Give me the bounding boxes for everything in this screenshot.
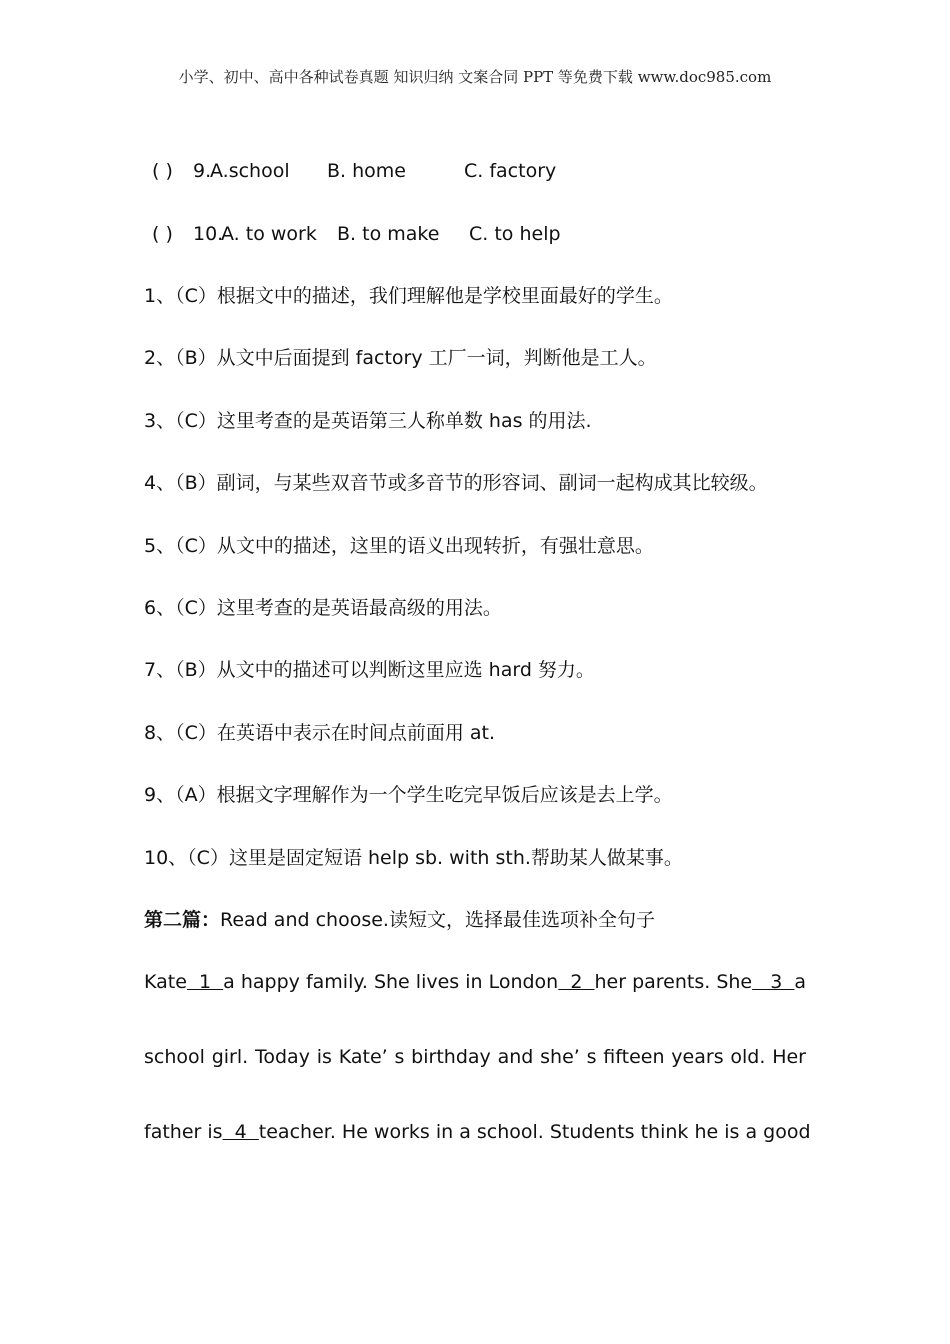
section-2-heading	[144, 908, 655, 932]
passage-text: a	[794, 971, 807, 993]
question-number: 9.	[193, 160, 212, 182]
blank-2: 2	[558, 971, 595, 993]
page-header: 小学、初中、高中各种试卷真题 知识归纳 文案合同 PPT 等免费下载 www.doc985.com	[178, 68, 772, 86]
passage-line-3-text	[144, 1120, 811, 1144]
option-b: B. to make	[337, 223, 440, 245]
passage-line-3	[144, 1120, 811, 1144]
option-b: B. home	[327, 160, 406, 182]
blank-1: 1	[186, 971, 224, 993]
answer-explanation-6: 6、（C）这里考查的是英语最高级的用法。	[144, 597, 502, 619]
passage-line-1-text	[144, 970, 223, 994]
option-c: C. to help	[469, 223, 561, 245]
answer-paren: ( )	[152, 223, 173, 245]
passage-text: her parents. She	[594, 971, 753, 993]
passage-text: teacher. He works in a school. Students think he is a good	[258, 1121, 811, 1143]
passage-line-2	[144, 1045, 806, 1069]
blank-3: 3	[752, 971, 795, 993]
answer-paren: ( )	[152, 160, 173, 182]
passage-text: father is	[144, 1121, 223, 1143]
passage-text: school girl. Today is Kate’ s birthday and she’ s fifteen years old. Her	[144, 1046, 806, 1068]
answer-explanation-4: 4、（B）副词，与某些双音节或多音节的形容词、副词一起构成其比较级。	[144, 472, 768, 494]
answer-explanation-1: 1、（C）根据文中的描述，我们理解他是学校里面最好的学生。	[144, 285, 673, 307]
answer-explanation-5: 5、（C）从文中的描述，这里的语义出现转折，有强壮意思。	[144, 535, 654, 557]
passage-line-1	[144, 970, 806, 994]
answer-explanation-7: 7、（B）从文中的描述可以判断这里应选 hard 努力。	[144, 659, 595, 681]
answer-explanation-3: 3、（C）这里考查的是英语第三人称单数 has 的用法.	[144, 410, 592, 432]
passage-text: Kate	[144, 971, 187, 993]
option-a: A. to work	[221, 223, 317, 245]
passage-text: a happy family. She lives in London	[223, 971, 559, 993]
option-c: C. factory	[464, 160, 557, 182]
answer-explanation-9: 9、（A）根据文字理解作为一个学生吃完早饭后应该是去上学。	[144, 784, 673, 806]
section-2-instruction: Read and choose.读短文，选择最佳选项补全句子	[220, 909, 655, 931]
answer-explanation-8: 8、（C）在英语中表示在时间点前面用 at.	[144, 722, 496, 744]
question-number: 10.	[193, 223, 224, 245]
answer-explanation-10: 10、（C）这里是固定短语 help sb. with sth.帮助某人做某事。	[144, 847, 683, 869]
section-2-title: 第二篇：	[144, 909, 221, 931]
blank-4: 4	[222, 1121, 259, 1143]
option-a: A.school	[210, 160, 290, 182]
answer-explanation-2: 2、（B）从文中后面提到 factory 工厂一词，判断他是工人。	[144, 347, 657, 369]
